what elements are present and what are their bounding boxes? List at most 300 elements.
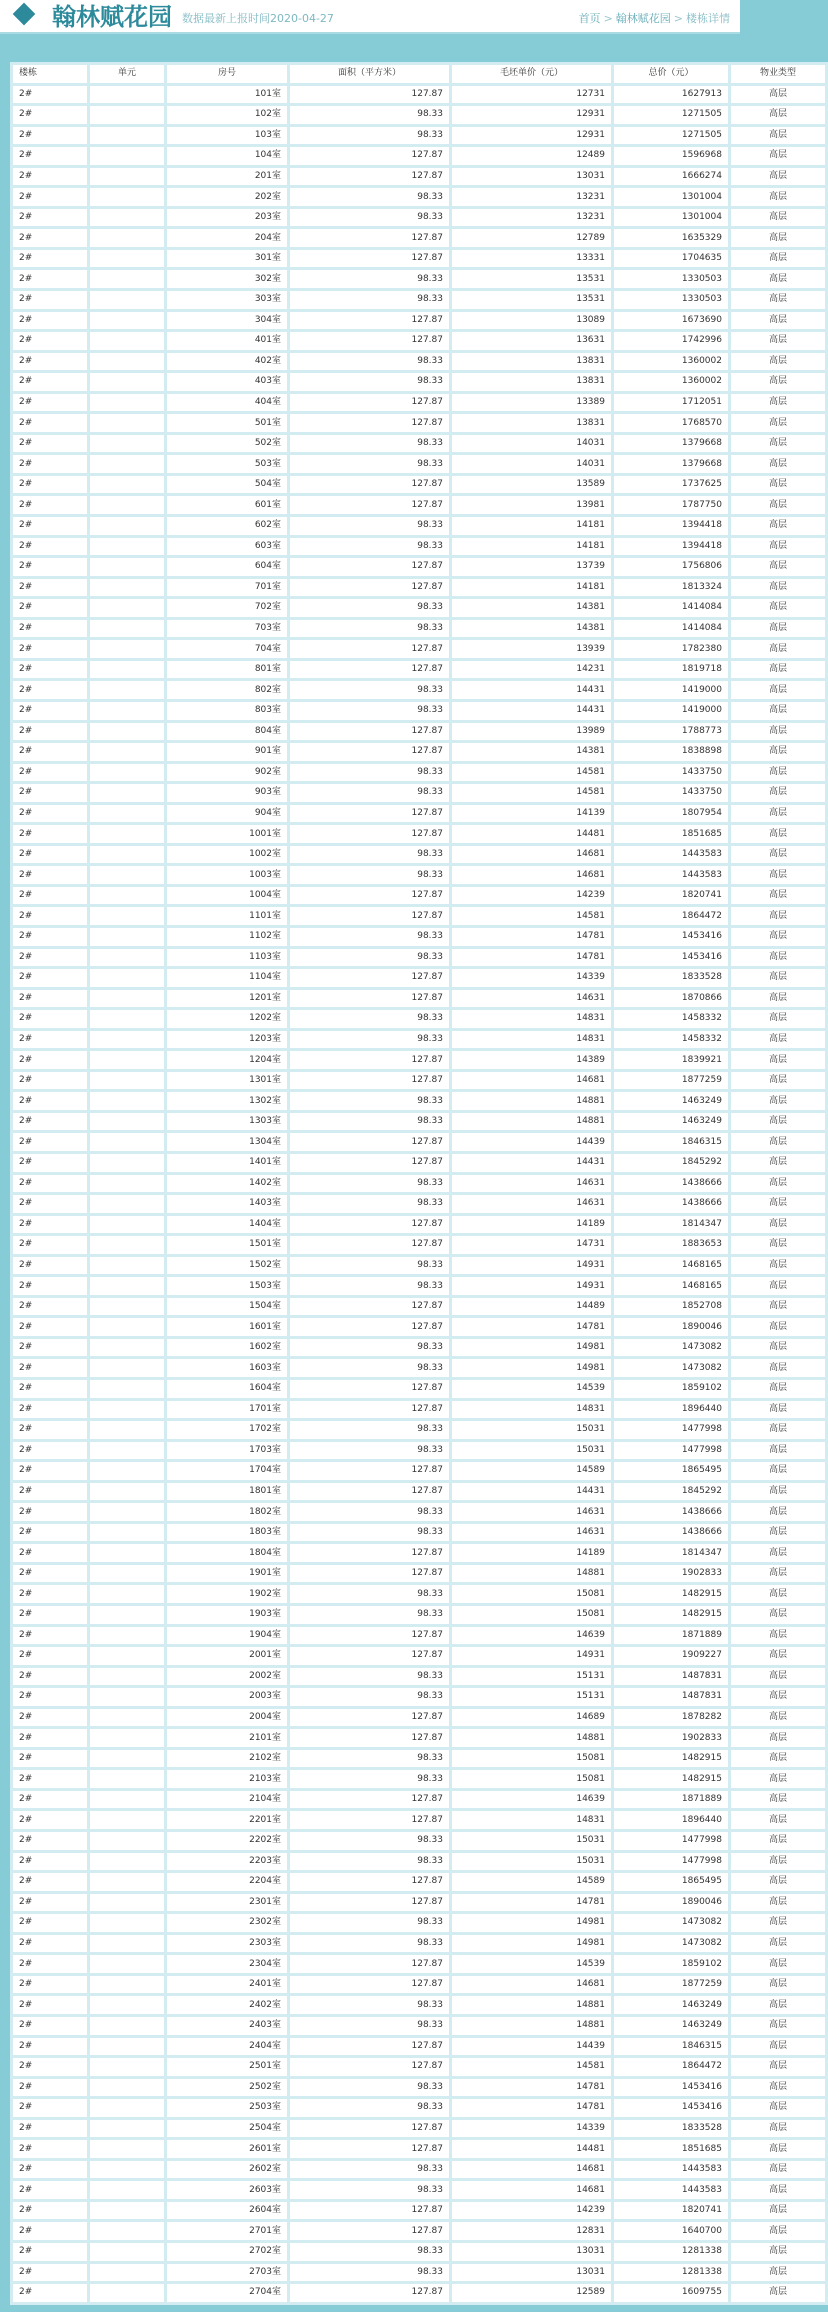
cell-room: 1503室 <box>167 1277 287 1295</box>
table-row <box>13 86 825 104</box>
cell-total-price: 1859102 <box>614 1380 728 1398</box>
cell-building: 2# <box>13 1236 87 1254</box>
cell-unit-price: 14981 <box>452 1914 611 1932</box>
table-row <box>13 887 825 905</box>
cell-total-price: 1788773 <box>614 723 728 741</box>
table-row <box>13 1955 825 1973</box>
cell-building: 2# <box>13 764 87 782</box>
cell-area: 98.33 <box>290 1031 449 1049</box>
cell-total-price: 1414084 <box>614 599 728 617</box>
cell-property-type: 高层 <box>731 2058 825 2076</box>
cell-building: 2# <box>13 1442 87 1460</box>
unit-table <box>10 62 828 2305</box>
cell-total-price: 1360002 <box>614 373 728 391</box>
cell-unit-price: 14189 <box>452 1544 611 1562</box>
cell-unit <box>90 1729 164 1747</box>
cell-property-type: 高层 <box>731 1483 825 1501</box>
cell-area: 127.87 <box>290 147 449 165</box>
cell-unit <box>90 538 164 556</box>
cell-building: 2# <box>13 2038 87 2056</box>
cell-unit-price: 14781 <box>452 2079 611 2097</box>
cell-property-type: 高层 <box>731 1688 825 1706</box>
cell-total-price: 1482915 <box>614 1750 728 1768</box>
cell-property-type: 高层 <box>731 86 825 104</box>
table-row <box>13 743 825 761</box>
cell-total-price: 1463249 <box>614 1092 728 1110</box>
cell-building: 2# <box>13 1770 87 1788</box>
cell-unit <box>90 496 164 514</box>
cell-unit-price: 14981 <box>452 1935 611 1953</box>
cell-property-type: 高层 <box>731 1709 825 1727</box>
cell-area: 127.87 <box>290 1709 449 1727</box>
cell-room: 1603室 <box>167 1359 287 1377</box>
cell-property-type: 高层 <box>731 1154 825 1172</box>
cell-building: 2# <box>13 990 87 1008</box>
cell-unit-price: 14181 <box>452 579 611 597</box>
cell-total-price: 1271505 <box>614 106 728 124</box>
cell-area: 127.87 <box>290 1298 449 1316</box>
cell-unit-price: 12931 <box>452 127 611 145</box>
cell-property-type: 高层 <box>731 1277 825 1295</box>
table-row <box>13 1277 825 1295</box>
cell-unit-price: 13031 <box>452 2264 611 2282</box>
cell-room: 201室 <box>167 168 287 186</box>
cell-total-price: 1890046 <box>614 1318 728 1336</box>
cell-building: 2# <box>13 455 87 473</box>
cell-unit-price: 15081 <box>452 1585 611 1603</box>
cell-unit-price: 14539 <box>452 1955 611 1973</box>
cell-room: 2004室 <box>167 1709 287 1727</box>
table-row <box>13 1133 825 1151</box>
cell-building: 2# <box>13 1072 87 1090</box>
cell-property-type: 高层 <box>731 1791 825 1809</box>
cell-area: 98.33 <box>290 702 449 720</box>
cell-building: 2# <box>13 1421 87 1439</box>
cell-unit-price: 14031 <box>452 455 611 473</box>
cell-unit-price: 14881 <box>452 1729 611 1747</box>
table-row <box>13 373 825 391</box>
column-header-unit: 单元 <box>90 65 164 83</box>
cell-property-type: 高层 <box>731 291 825 309</box>
cell-unit <box>90 1524 164 1542</box>
cell-unit <box>90 723 164 741</box>
cell-room: 2201室 <box>167 1811 287 1829</box>
table-row <box>13 1750 825 1768</box>
cell-room: 2403室 <box>167 2017 287 2035</box>
cell-room: 1702室 <box>167 1421 287 1439</box>
cell-area: 127.87 <box>290 805 449 823</box>
cell-area: 98.33 <box>290 106 449 124</box>
cell-building: 2# <box>13 1339 87 1357</box>
cell-unit-price: 13831 <box>452 373 611 391</box>
cell-unit-price: 14781 <box>452 949 611 967</box>
cell-unit <box>90 990 164 1008</box>
breadcrumb-project-link[interactable]: 翰林赋花园 <box>615 12 671 25</box>
cell-property-type: 高层 <box>731 1442 825 1460</box>
cell-unit <box>90 764 164 782</box>
cell-property-type: 高层 <box>731 188 825 206</box>
cell-total-price: 1468165 <box>614 1257 728 1275</box>
cell-building: 2# <box>13 2264 87 2282</box>
cell-room: 1802室 <box>167 1503 287 1521</box>
cell-area: 98.33 <box>290 949 449 967</box>
cell-property-type: 高层 <box>731 2161 825 2179</box>
table-row <box>13 1298 825 1316</box>
cell-area: 98.33 <box>290 1914 449 1932</box>
cell-property-type: 高层 <box>731 805 825 823</box>
cell-unit <box>90 825 164 843</box>
cell-unit <box>90 1627 164 1645</box>
cell-unit-price: 12931 <box>452 106 611 124</box>
cell-area: 98.33 <box>290 291 449 309</box>
table-row <box>13 106 825 124</box>
table-row <box>13 1503 825 1521</box>
cell-area: 127.87 <box>290 887 449 905</box>
cell-room: 1501室 <box>167 1236 287 1254</box>
cell-unit <box>90 1031 164 1049</box>
cell-unit <box>90 2058 164 2076</box>
cell-property-type: 高层 <box>731 106 825 124</box>
cell-unit <box>90 846 164 864</box>
cell-unit-price: 14681 <box>452 2181 611 2199</box>
cell-unit <box>90 2079 164 2097</box>
cell-area: 127.87 <box>290 907 449 925</box>
cell-unit-price: 14481 <box>452 2140 611 2158</box>
cell-room: 502室 <box>167 435 287 453</box>
cell-property-type: 高层 <box>731 1380 825 1398</box>
cell-building: 2# <box>13 1092 87 1110</box>
cell-property-type: 高层 <box>731 312 825 330</box>
cell-building: 2# <box>13 2202 87 2220</box>
table-row <box>13 1935 825 1953</box>
cell-unit-price: 14381 <box>452 620 611 638</box>
cell-building: 2# <box>13 1462 87 1480</box>
cell-unit <box>90 1894 164 1912</box>
cell-area: 98.33 <box>290 846 449 864</box>
cell-property-type: 高层 <box>731 147 825 165</box>
table-row <box>13 1113 825 1131</box>
cell-unit-price: 14981 <box>452 1339 611 1357</box>
cell-building: 2# <box>13 1401 87 1419</box>
cell-total-price: 1433750 <box>614 784 728 802</box>
cell-property-type: 高层 <box>731 1668 825 1686</box>
cell-unit-price: 13531 <box>452 270 611 288</box>
cell-unit-price: 14639 <box>452 1791 611 1809</box>
cell-total-price: 1814347 <box>614 1216 728 1234</box>
cell-unit <box>90 1585 164 1603</box>
table-row <box>13 353 825 371</box>
cell-unit-price: 14439 <box>452 2038 611 2056</box>
cell-property-type: 高层 <box>731 496 825 514</box>
cell-room: 901室 <box>167 743 287 761</box>
cell-property-type: 高层 <box>731 1051 825 1069</box>
cell-building: 2# <box>13 1380 87 1398</box>
cell-total-price: 1301004 <box>614 188 728 206</box>
cell-building: 2# <box>13 1113 87 1131</box>
cell-unit <box>90 1359 164 1377</box>
cell-property-type: 高层 <box>731 764 825 782</box>
breadcrumb-home-link[interactable]: 首页 <box>578 12 601 25</box>
table-row <box>13 1236 825 1254</box>
cell-area: 98.33 <box>290 1832 449 1850</box>
table-row <box>13 805 825 823</box>
cell-total-price: 1414084 <box>614 620 728 638</box>
cell-property-type: 高层 <box>731 558 825 576</box>
cell-room: 1002室 <box>167 846 287 864</box>
cell-total-price: 1281338 <box>614 2243 728 2261</box>
cell-room: 2204室 <box>167 1873 287 1891</box>
cell-property-type: 高层 <box>731 1606 825 1624</box>
cell-unit-price: 14781 <box>452 1894 611 1912</box>
cell-room: 2303室 <box>167 1935 287 1953</box>
cell-area: 98.33 <box>290 866 449 884</box>
cell-unit-price: 13089 <box>452 312 611 330</box>
cell-property-type: 高层 <box>731 825 825 843</box>
table-row <box>13 517 825 535</box>
cell-unit <box>90 2264 164 2282</box>
cell-building: 2# <box>13 291 87 309</box>
cell-room: 902室 <box>167 764 287 782</box>
cell-total-price: 1890046 <box>614 1894 728 1912</box>
cell-building: 2# <box>13 476 87 494</box>
cell-unit <box>90 1339 164 1357</box>
cell-room: 1104室 <box>167 969 287 987</box>
cell-building: 2# <box>13 1914 87 1932</box>
cell-total-price: 1394418 <box>614 517 728 535</box>
cell-property-type: 高层 <box>731 2264 825 2282</box>
cell-unit <box>90 1647 164 1665</box>
cell-total-price: 1596968 <box>614 147 728 165</box>
cell-total-price: 1877259 <box>614 1976 728 1994</box>
cell-property-type: 高层 <box>731 990 825 1008</box>
cell-total-price: 1896440 <box>614 1811 728 1829</box>
cell-property-type: 高层 <box>731 1914 825 1932</box>
cell-total-price: 1851685 <box>614 2140 728 2158</box>
cell-room: 604室 <box>167 558 287 576</box>
table-row <box>13 1195 825 1213</box>
cell-building: 2# <box>13 887 87 905</box>
cell-unit <box>90 1688 164 1706</box>
cell-room: 2304室 <box>167 1955 287 1973</box>
cell-room: 1401室 <box>167 1154 287 1172</box>
cell-property-type: 高层 <box>731 1462 825 1480</box>
cell-property-type: 高层 <box>731 887 825 905</box>
cell-unit <box>90 1216 164 1234</box>
cell-building: 2# <box>13 1544 87 1562</box>
cell-unit-price: 14581 <box>452 2058 611 2076</box>
cell-unit-price: 15031 <box>452 1853 611 1871</box>
cell-unit-price: 15031 <box>452 1442 611 1460</box>
table-row <box>13 2140 825 2158</box>
cell-unit <box>90 599 164 617</box>
cell-room: 1203室 <box>167 1031 287 1049</box>
cell-unit <box>90 2284 164 2302</box>
cell-unit <box>90 1709 164 1727</box>
cell-unit-price: 14631 <box>452 1503 611 1521</box>
cell-unit-price: 12731 <box>452 86 611 104</box>
cell-property-type: 高层 <box>731 353 825 371</box>
cell-unit <box>90 1606 164 1624</box>
cell-total-price: 1458332 <box>614 1031 728 1049</box>
cell-total-price: 1902833 <box>614 1729 728 1747</box>
cell-building: 2# <box>13 1750 87 1768</box>
cell-unit-price: 14881 <box>452 1565 611 1583</box>
cell-unit-price: 14431 <box>452 681 611 699</box>
cell-unit-price: 14589 <box>452 1462 611 1480</box>
table-row <box>13 1647 825 1665</box>
breadcrumb-separator: > <box>603 12 613 25</box>
cell-property-type: 高层 <box>731 846 825 864</box>
cell-room: 2202室 <box>167 1832 287 1850</box>
cell-room: 904室 <box>167 805 287 823</box>
cell-area: 98.33 <box>290 1359 449 1377</box>
table-row <box>13 1442 825 1460</box>
cell-unit-price: 14539 <box>452 1380 611 1398</box>
cell-unit <box>90 887 164 905</box>
cell-property-type: 高层 <box>731 2140 825 2158</box>
cell-building: 2# <box>13 1318 87 1336</box>
cell-area: 127.87 <box>290 86 449 104</box>
cell-room: 501室 <box>167 414 287 432</box>
cell-unit-price: 14431 <box>452 702 611 720</box>
table-row <box>13 1401 825 1419</box>
cell-room: 2404室 <box>167 2038 287 2056</box>
breadcrumb-current: 楼栋详情 <box>686 12 730 25</box>
cell-area: 98.33 <box>290 2099 449 2117</box>
cell-building: 2# <box>13 1955 87 1973</box>
cell-room: 2704室 <box>167 2284 287 2302</box>
table-row <box>13 1791 825 1809</box>
table-row <box>13 2038 825 2056</box>
cell-area: 98.33 <box>290 1770 449 1788</box>
cell-area: 98.33 <box>290 1257 449 1275</box>
cell-area: 98.33 <box>290 1092 449 1110</box>
cell-total-price: 1896440 <box>614 1401 728 1419</box>
cell-total-price: 1463249 <box>614 2017 728 2035</box>
cell-total-price: 1666274 <box>614 168 728 186</box>
table-row <box>13 250 825 268</box>
cell-unit-price: 14481 <box>452 825 611 843</box>
cell-property-type: 高层 <box>731 1832 825 1850</box>
cell-unit-price: 13531 <box>452 291 611 309</box>
cell-building: 2# <box>13 2161 87 2179</box>
cell-room: 601室 <box>167 496 287 514</box>
cell-area: 127.87 <box>290 1791 449 1809</box>
cell-total-price: 1482915 <box>614 1606 728 1624</box>
cell-property-type: 高层 <box>731 1853 825 1871</box>
cell-room: 503室 <box>167 455 287 473</box>
table-row <box>13 1524 825 1542</box>
cell-property-type: 高层 <box>731 1503 825 1521</box>
cell-unit-price: 15081 <box>452 1750 611 1768</box>
cell-unit-price: 14631 <box>452 1524 611 1542</box>
cell-unit <box>90 1421 164 1439</box>
cell-building: 2# <box>13 846 87 864</box>
cell-room: 1102室 <box>167 928 287 946</box>
cell-building: 2# <box>13 1668 87 1686</box>
cell-room: 1502室 <box>167 1257 287 1275</box>
table-row <box>13 2120 825 2138</box>
cell-unit-price: 14931 <box>452 1277 611 1295</box>
cell-unit <box>90 1935 164 1953</box>
cell-building: 2# <box>13 2099 87 2117</box>
cell-unit <box>90 435 164 453</box>
cell-unit-price: 14881 <box>452 1996 611 2014</box>
cell-total-price: 1712051 <box>614 394 728 412</box>
cell-area: 98.33 <box>290 1421 449 1439</box>
cell-property-type: 高层 <box>731 2120 825 2138</box>
cell-area: 127.87 <box>290 2120 449 2138</box>
column-header-property-type: 物业类型 <box>731 65 825 83</box>
cell-property-type: 高层 <box>731 579 825 597</box>
cell-area: 98.33 <box>290 1668 449 1686</box>
cell-unit-price: 13331 <box>452 250 611 268</box>
table-row <box>13 1175 825 1193</box>
cell-property-type: 高层 <box>731 1647 825 1665</box>
update-time: 数据最新上报时间2020-04-27 <box>182 12 334 25</box>
cell-unit <box>90 702 164 720</box>
cell-unit-price: 13989 <box>452 723 611 741</box>
cell-total-price: 1281338 <box>614 2264 728 2282</box>
table-row <box>13 1832 825 1850</box>
cell-room: 1604室 <box>167 1380 287 1398</box>
cell-property-type: 高层 <box>731 1811 825 1829</box>
breadcrumb <box>579 10 730 26</box>
cell-unit <box>90 1811 164 1829</box>
cell-unit <box>90 558 164 576</box>
cell-unit <box>90 1955 164 1973</box>
table-row <box>13 702 825 720</box>
cell-building: 2# <box>13 209 87 227</box>
cell-building: 2# <box>13 1791 87 1809</box>
cell-room: 104室 <box>167 147 287 165</box>
cell-property-type: 高层 <box>731 2284 825 2302</box>
cell-unit-price: 14589 <box>452 1873 611 1891</box>
table-row <box>13 949 825 967</box>
cell-unit-price: 14381 <box>452 599 611 617</box>
cell-building: 2# <box>13 723 87 741</box>
cell-unit <box>90 414 164 432</box>
cell-building: 2# <box>13 620 87 638</box>
cell-building: 2# <box>13 394 87 412</box>
cell-room: 1304室 <box>167 1133 287 1151</box>
table-row <box>13 127 825 145</box>
cell-building: 2# <box>13 1359 87 1377</box>
cell-total-price: 1482915 <box>614 1585 728 1603</box>
cell-room: 802室 <box>167 681 287 699</box>
cell-building: 2# <box>13 414 87 432</box>
cell-property-type: 高层 <box>731 743 825 761</box>
cell-room: 401室 <box>167 332 287 350</box>
table-row <box>13 1976 825 1994</box>
cell-building: 2# <box>13 681 87 699</box>
cell-unit <box>90 620 164 638</box>
cell-room: 301室 <box>167 250 287 268</box>
cell-property-type: 高层 <box>731 1770 825 1788</box>
cell-total-price: 1609755 <box>614 2284 728 2302</box>
cell-unit <box>90 353 164 371</box>
cell-area: 127.87 <box>290 250 449 268</box>
table-row <box>13 2243 825 2261</box>
cell-room: 1602室 <box>167 1339 287 1357</box>
cell-room: 1302室 <box>167 1092 287 1110</box>
cell-total-price: 1640700 <box>614 2222 728 2240</box>
column-header-area: 面积（平方米） <box>290 65 449 83</box>
page-title: 翰林赋花园 <box>52 2 172 31</box>
cell-property-type: 高层 <box>731 1935 825 1953</box>
cell-unit-price: 14681 <box>452 846 611 864</box>
cell-room: 302室 <box>167 270 287 288</box>
